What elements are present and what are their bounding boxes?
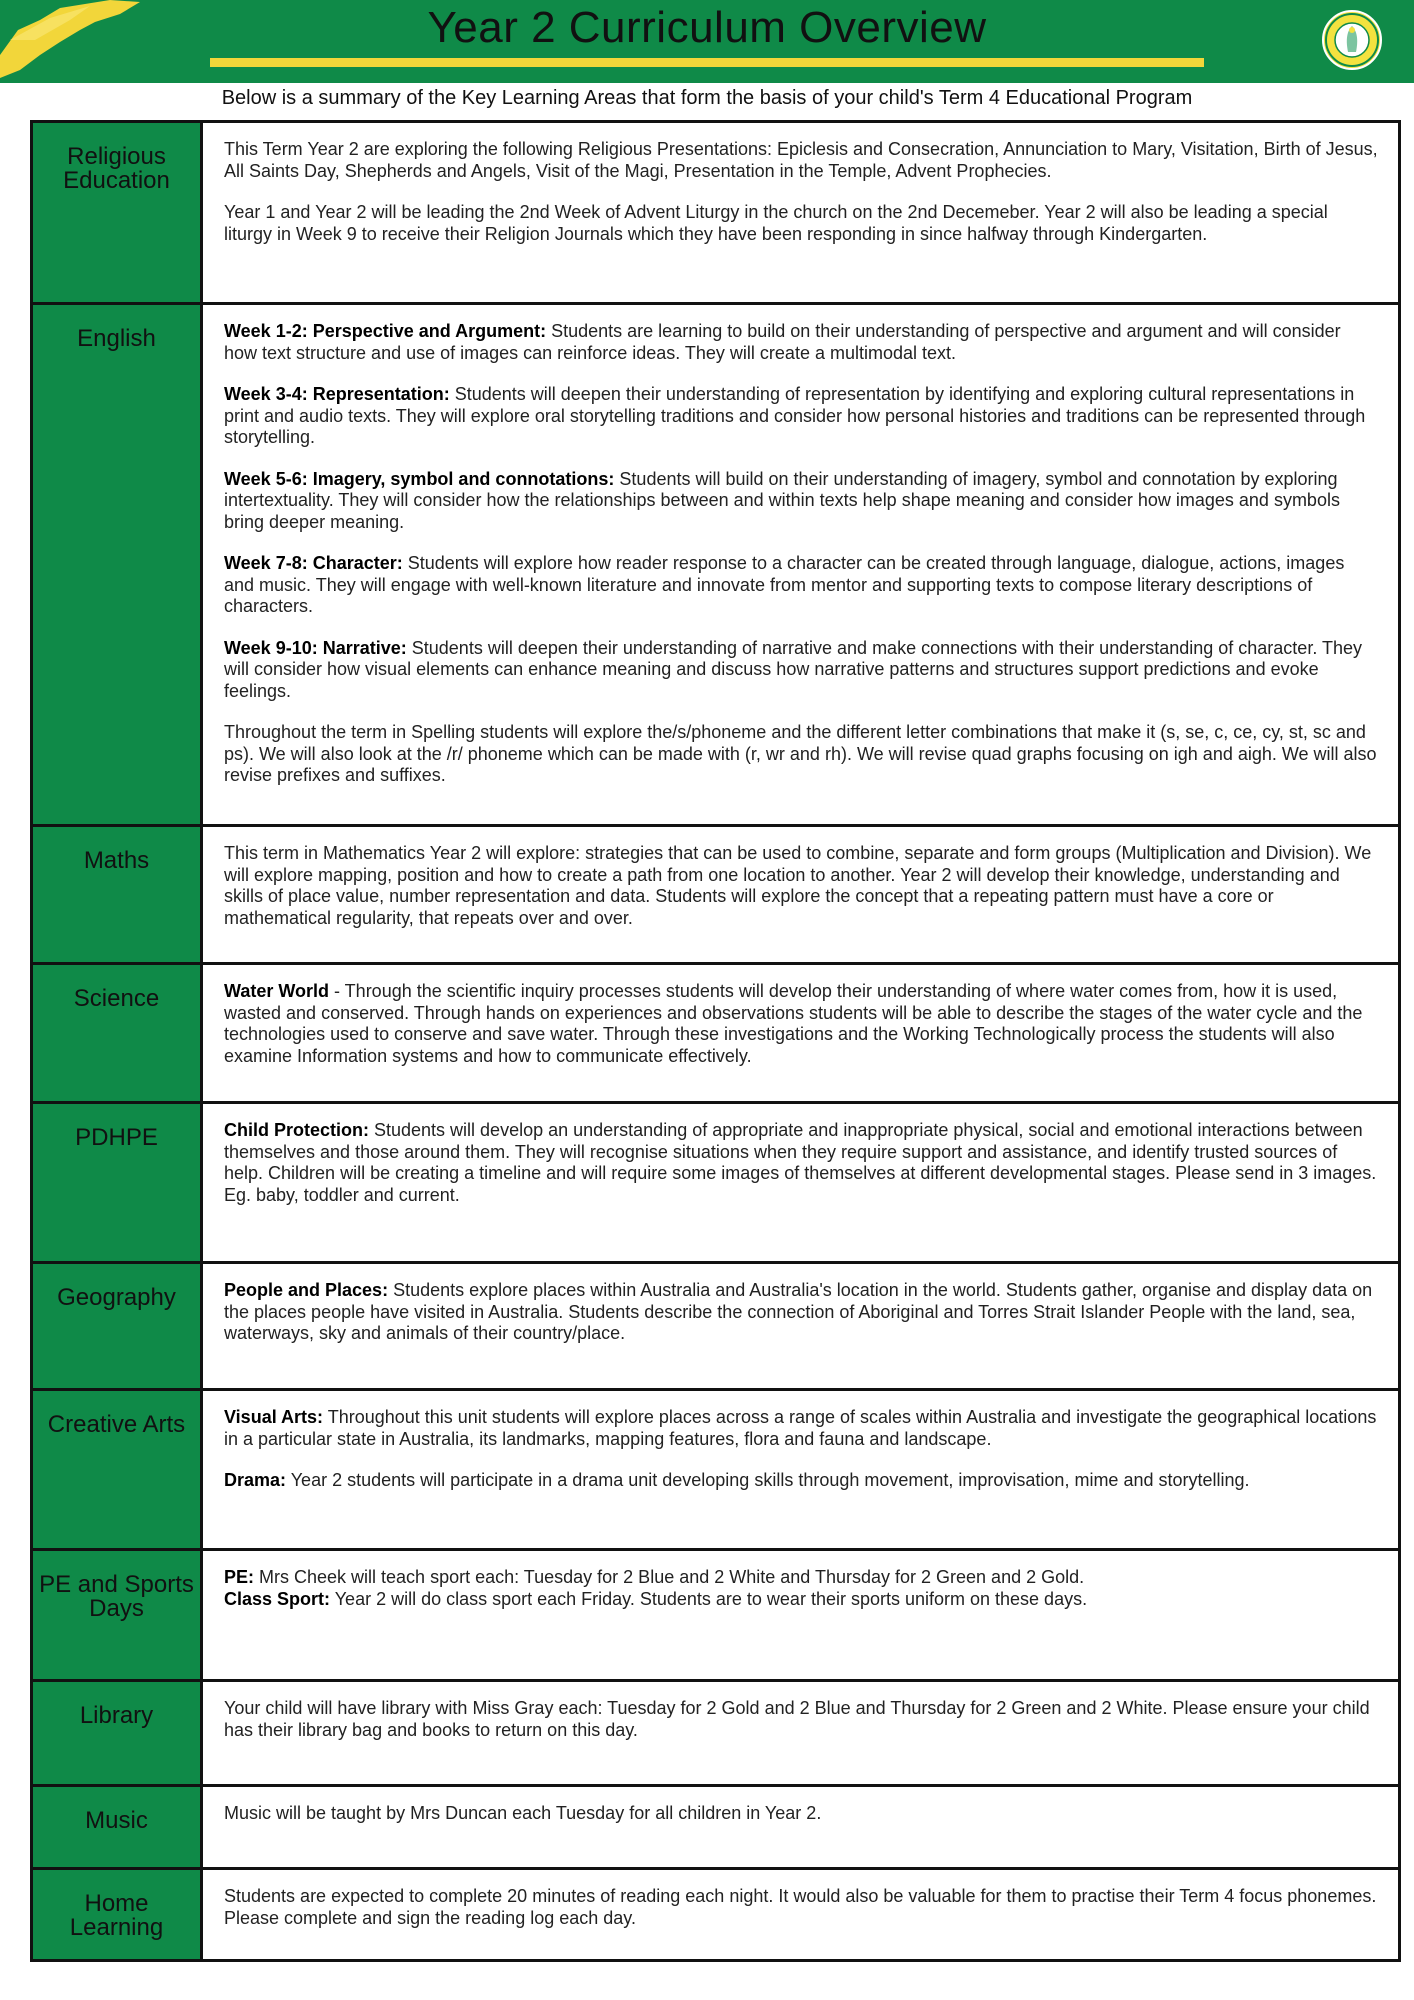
section-label: Science bbox=[33, 965, 203, 1101]
paragraph-heading: Week 1-2: Perspective and Argument: bbox=[224, 321, 547, 341]
paragraph-heading: PE: bbox=[224, 1567, 255, 1587]
curriculum-table bbox=[30, 120, 1401, 1962]
paragraph-text: This Term Year 2 are exploring the following Religious Presentations: Epiclesis and Consecration, Annunciation to Mary, Visitation, Birth of Jesus, All Saints Day, Shepherds and Angels, Visit of the Magi, Presentation in the Temple, Advent Prophecies. bbox=[224, 139, 1378, 181]
content-paragraph bbox=[224, 553, 1378, 618]
section-label: PE and Sports Days bbox=[33, 1551, 203, 1679]
paragraph-text: Students will build on their understanding of imagery, symbol and connotation by exploring intertextuality. They will consider how the relationships between and within texts help shape meaning and consider how images and symbols bring deeper meaning. bbox=[224, 468, 1340, 532]
paragraph-text: Year 1 and Year 2 will be leading the 2nd Week of Advent Liturgy in the church on the 2nd Decemeber. Year 2 will also be leading a special liturgy in Week 9 to receive their Religion Journals which they have been responding in since halfway through Kindergarten. bbox=[224, 202, 1328, 244]
content-paragraph bbox=[224, 139, 1378, 182]
section-label: Music bbox=[33, 1787, 203, 1867]
section-content bbox=[203, 305, 1398, 824]
school-crest-icon bbox=[1322, 10, 1382, 70]
section-row bbox=[33, 827, 1398, 965]
page-header bbox=[0, 0, 1414, 83]
section-row bbox=[33, 1264, 1398, 1391]
page-subtitle: Below is a summary of the Key Learning Areas that form the basis of your child's Term 4 Educational Program bbox=[221, 87, 1193, 109]
content-paragraph bbox=[224, 1470, 1378, 1492]
section-label: Geography bbox=[33, 1264, 203, 1388]
paragraph-text: Students are learning to build on their understanding of perspective and argument and will consider how text structure and use of images can reinforce ideas. They will create a multimodal text. bbox=[224, 321, 1341, 363]
paragraph-heading: Week 9-10: Narrative: bbox=[224, 637, 407, 658]
section-label: Library bbox=[33, 1682, 203, 1784]
paragraph-text: Mrs Cheek will teach sport each: Tuesday for 2 Blue and 2 White and Thursday for 2 Green and 2 Gold. bbox=[254, 1567, 1085, 1587]
section-row bbox=[33, 123, 1398, 305]
section-content bbox=[203, 1682, 1398, 1784]
paragraph-heading: Child Protection: bbox=[224, 1120, 369, 1140]
section-label: Home Learning bbox=[33, 1870, 203, 1959]
content-paragraph bbox=[224, 638, 1378, 703]
content-paragraph bbox=[224, 1280, 1378, 1345]
paragraph-heading: Week 3-4: Representation: bbox=[224, 384, 450, 404]
content-paragraph bbox=[224, 843, 1378, 929]
paragraph-text: - Through the scientific inquiry processes students will develop their understanding of where water comes from, how it is used, wasted and conserved. Through hands on experiences and observations students will be able to describe the stages of the water cycle and the technologies used to conserve and save water. Through these investigations and the Working Technologically process the students will also examine Information systems and how to communicate effectively. bbox=[224, 981, 1363, 1066]
content-paragraph bbox=[224, 1698, 1378, 1741]
section-row bbox=[33, 1104, 1398, 1264]
section-label: PDHPE bbox=[33, 1104, 203, 1261]
section-label: English bbox=[33, 305, 203, 824]
paragraph-text: Students will develop an understanding of appropriate and inappropriate physical, social and emotional interactions between themselves and those around them. They will recognise situations when they require support and assistance, and identify trusted sources of help. Children will be creating a timeline and will require some images of themselves at different developmental stages. Please send in 3 images. Eg. baby, toddler and current. bbox=[224, 1120, 1377, 1205]
paragraph-heading: Class Sport: bbox=[224, 1588, 331, 1609]
section-label: Religious Education bbox=[33, 123, 203, 302]
paragraph-text: Throughout this unit students will explore places across a range of scales within Australia and investigate the geographical locations in a particular state in Australia, its landmarks, mapping features, flora and fauna and landscape. bbox=[224, 1407, 1377, 1449]
paragraph-text: Students will deepen their understanding of narrative and make connections with their understanding of character. They will consider how visual elements can enhance meaning and discuss how narrative patterns and structures support predictions and evoke feelings. bbox=[224, 637, 1363, 701]
paragraph-text: Your child will have library with Miss Gray each: Tuesday for 2 Gold and 2 Blue and Thursday for 2 Green and 2 White. Please ensure your child has their library bag and books to return on this day. bbox=[224, 1698, 1370, 1740]
content-paragraph bbox=[224, 202, 1378, 245]
content-paragraph bbox=[224, 722, 1378, 787]
paragraph-text: This term in Mathematics Year 2 will explore: strategies that can be used to combine, separate and form groups (Multiplication and Division). We will explore mapping, position and how to create a path from one location to another. Year 2 will develop their knowledge, understanding and skills of place value, number representation and data. Students will explore the concept that a repeating pattern must have a core or mathematical regularity, that repeats over and over. bbox=[224, 843, 1372, 928]
section-row bbox=[33, 1787, 1398, 1870]
section-content bbox=[203, 1264, 1398, 1388]
paragraph-text: Year 2 will do class sport each Friday. Students are to wear their sports uniform on these days. bbox=[330, 1588, 1088, 1609]
section-row bbox=[33, 1551, 1398, 1682]
content-paragraph bbox=[224, 384, 1378, 449]
section-label: Creative Arts bbox=[33, 1391, 203, 1548]
paragraph-heading: Week 7-8: Character: bbox=[224, 553, 403, 573]
paragraph-heading: Visual Arts: bbox=[224, 1407, 324, 1427]
section-label: Maths bbox=[33, 827, 203, 962]
section-content bbox=[203, 1104, 1398, 1261]
section-content bbox=[203, 1870, 1398, 1959]
section-row bbox=[33, 1682, 1398, 1787]
section-content bbox=[203, 1787, 1398, 1867]
section-row bbox=[33, 305, 1398, 827]
content-paragraph bbox=[224, 469, 1378, 534]
section-content bbox=[203, 827, 1398, 962]
section-row bbox=[33, 1391, 1398, 1551]
paragraph-heading: People and Places: bbox=[224, 1280, 389, 1300]
paragraph-heading: Week 5-6: Imagery, symbol and connotations: bbox=[224, 468, 615, 489]
content-paragraph bbox=[224, 1120, 1378, 1206]
section-content bbox=[203, 1551, 1398, 1679]
paragraph-text: Students will explore how reader response to a character can be created through language, dialogue, actions, images and music. They will engage with well-known literature and innovate from mentor and supporting texts to compose literary descriptions of characters. bbox=[224, 553, 1345, 616]
content-paragraph bbox=[224, 1567, 1378, 1589]
title-underline bbox=[210, 58, 1204, 67]
section-content bbox=[203, 123, 1398, 302]
content-paragraph bbox=[224, 1886, 1378, 1929]
paragraph-heading: Drama: bbox=[224, 1470, 287, 1490]
section-row bbox=[33, 1870, 1398, 1959]
content-paragraph bbox=[224, 1589, 1378, 1611]
paragraph-heading: Water World bbox=[224, 981, 330, 1001]
paragraph-text: Students are expected to complete 20 minutes of reading each night. It would also be valuable for them to practise their Term 4 focus phonemes. Please complete and sign the reading log each day. bbox=[224, 1886, 1377, 1928]
section-content bbox=[203, 965, 1398, 1101]
paragraph-text: Music will be taught by Mrs Duncan each Tuesday for all children in Year 2. bbox=[224, 1803, 822, 1823]
section-content bbox=[203, 1391, 1398, 1548]
section-row bbox=[33, 965, 1398, 1104]
paragraph-text: Year 2 students will participate in a drama unit developing skills through movement, improvisation, mime and storytelling. bbox=[286, 1470, 1250, 1490]
content-paragraph bbox=[224, 981, 1378, 1067]
paragraph-text: Throughout the term in Spelling students will explore the/s/phoneme and the different letter combinations that make it (s, se, c, ce, cy, st, sc and ps). We will also look at the /r/ phoneme which can be made with (r, wr and rh). We will revise quad graphs focusing on igh and aigh. We will also revise prefixes and suffixes. bbox=[224, 722, 1377, 785]
content-paragraph bbox=[224, 321, 1378, 364]
page-title: Year 2 Curriculum Overview bbox=[427, 3, 987, 52]
content-paragraph bbox=[224, 1803, 1378, 1825]
paragraph-text: Students explore places within Australia and Australia's location in the world. Students gather, organise and display data on the places people have visited in Australia. Students describe the connection of Aboriginal and Torres Strait Islander People with the land, sea, waterways, sky and animals of their country/place. bbox=[224, 1280, 1373, 1343]
content-paragraph bbox=[224, 1407, 1378, 1450]
paragraph-text: Students will deepen their understanding of representation by identifying and exploring cultural representations in print and audio texts. They will explore oral storytelling traditions and consider how personal histories and traditions can be represented through storytelling. bbox=[224, 384, 1366, 447]
